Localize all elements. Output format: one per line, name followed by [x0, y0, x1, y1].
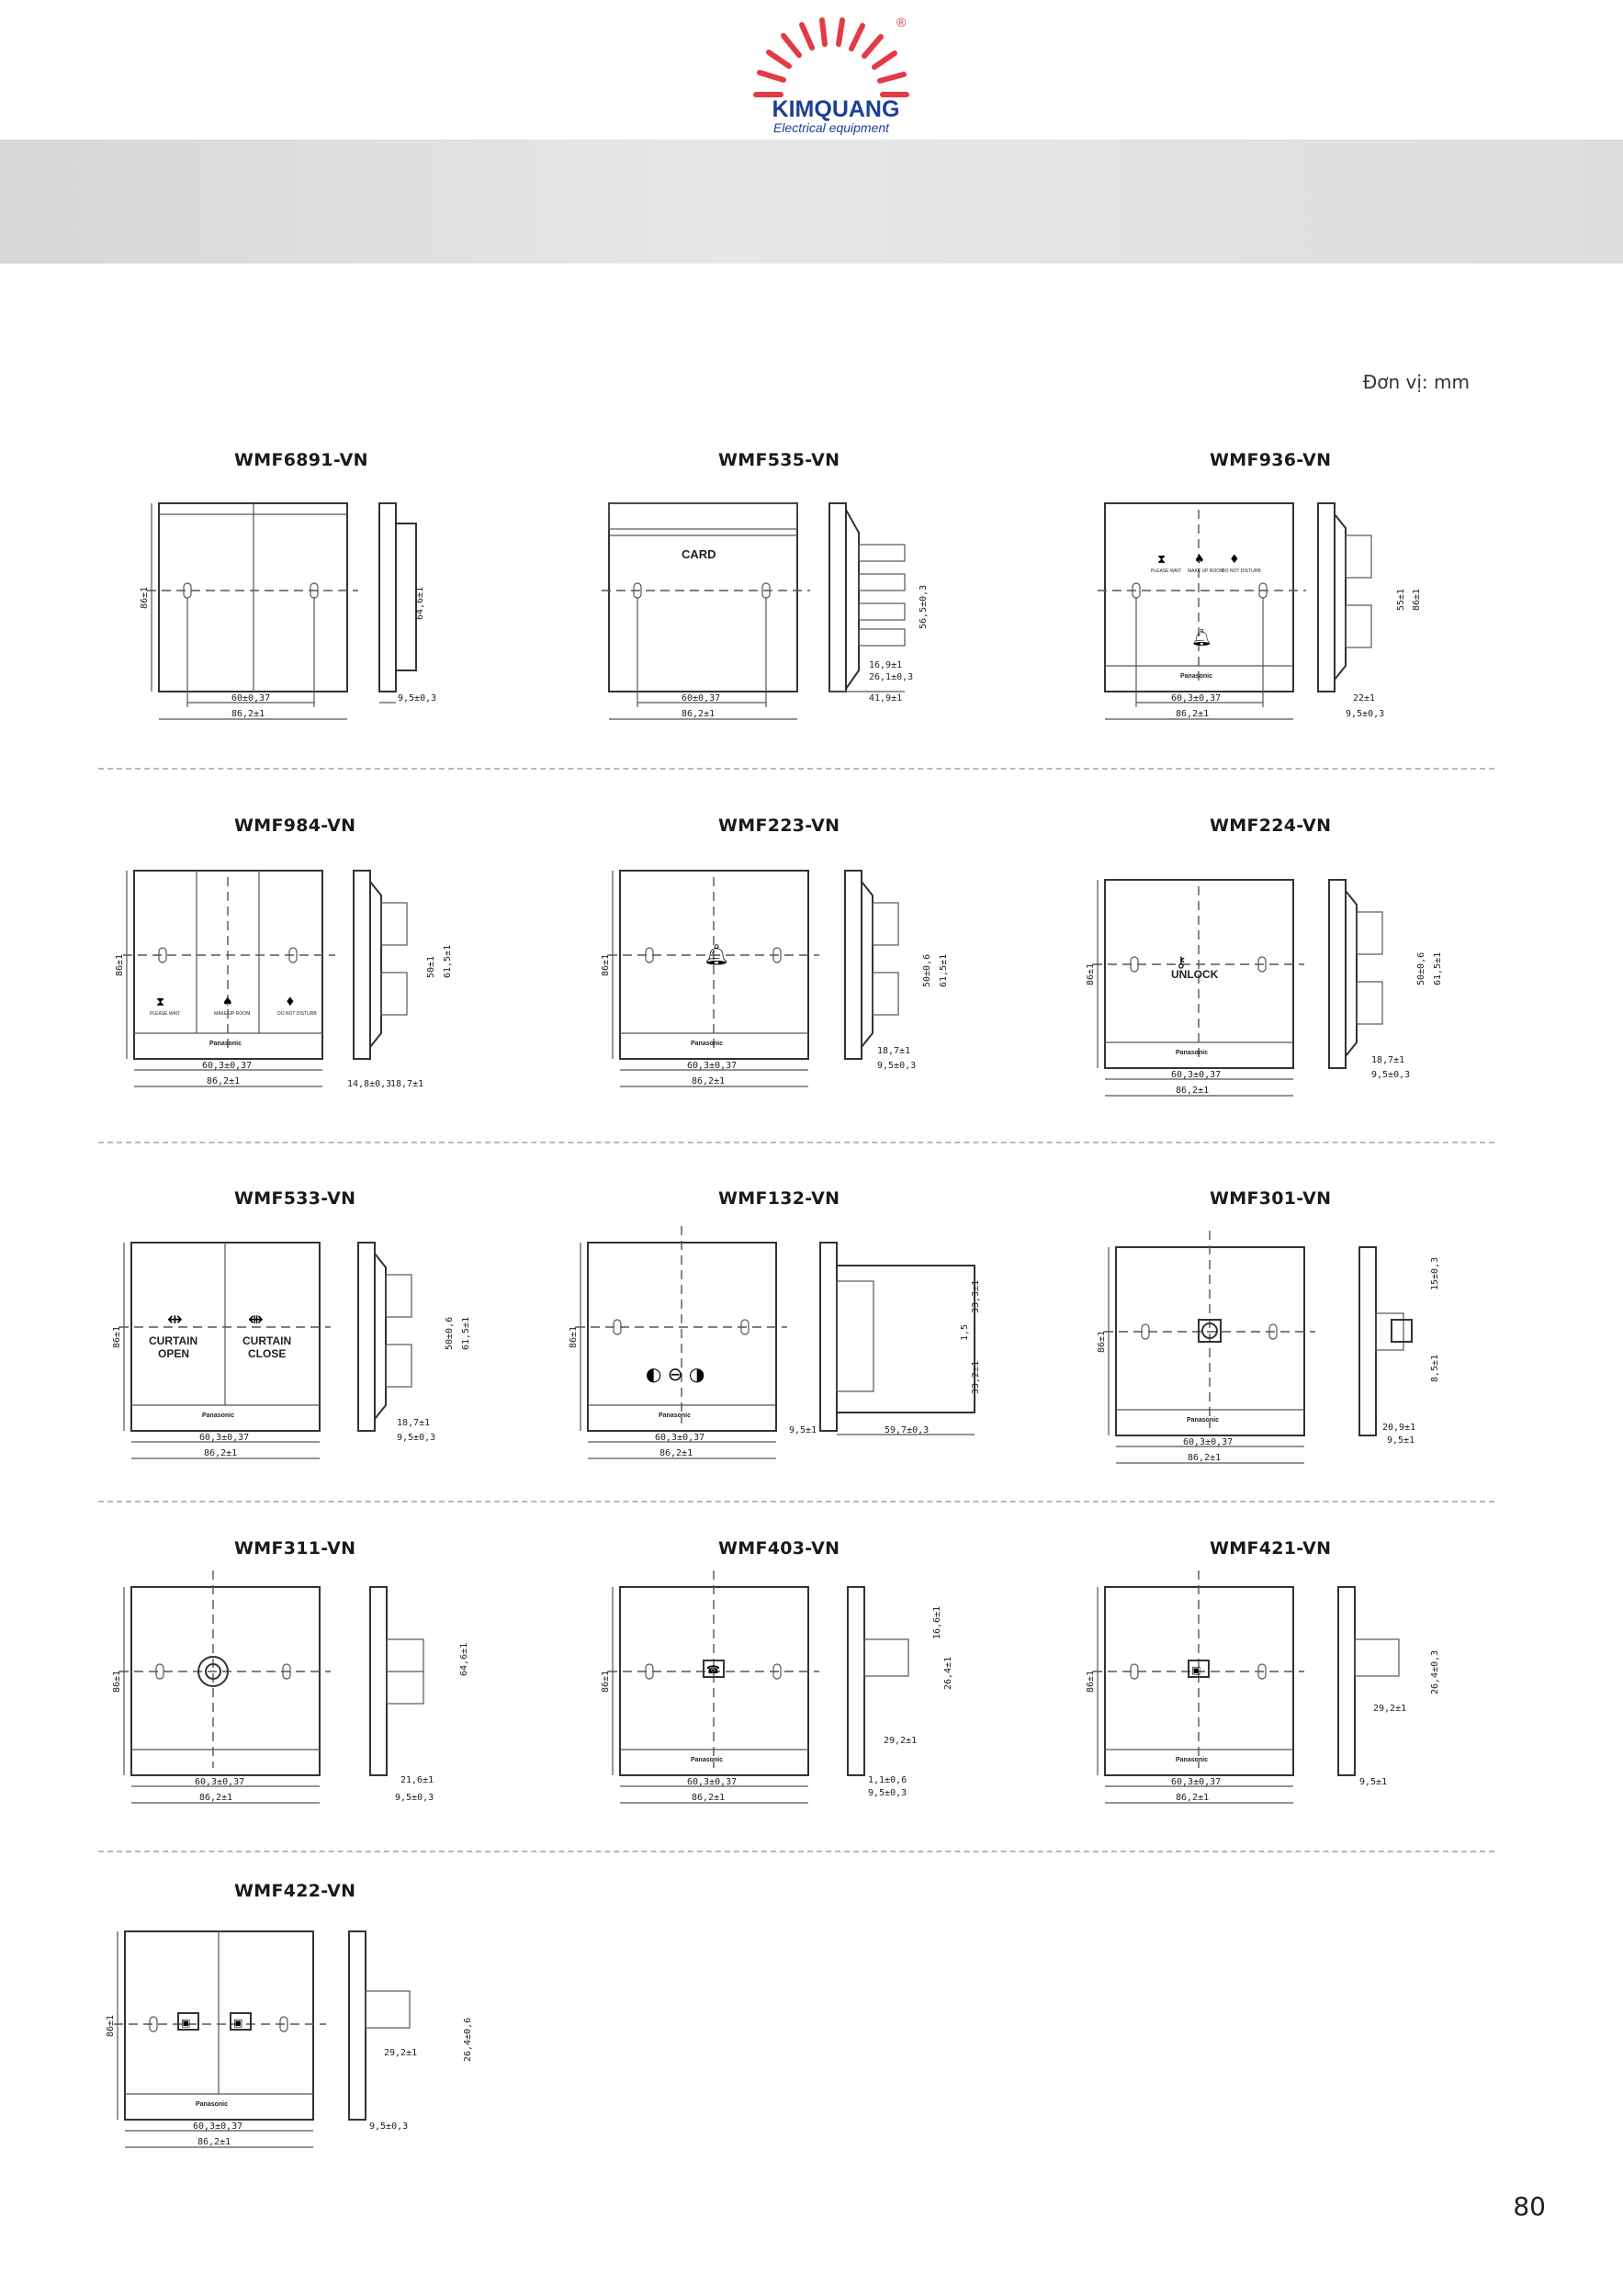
header-band	[0, 140, 1623, 264]
svg-text:86±1: 86±1	[1412, 588, 1422, 611]
technical-drawing	[588, 1575, 974, 1814]
bell-slash-icon: ♦	[1229, 553, 1240, 567]
product-title: WMF422-VN	[234, 1881, 356, 1901]
svg-text:33,3±1: 33,3±1	[971, 1279, 981, 1313]
svg-text:Panasonic: Panasonic	[1180, 673, 1213, 680]
key-icon: ⚷	[1176, 953, 1187, 971]
kimquang-logo	[735, 5, 937, 142]
svg-text:86,2±1: 86,2±1	[1188, 1453, 1222, 1463]
svg-text:86,2±1: 86,2±1	[1176, 1793, 1210, 1803]
network-port-icon: ▣	[233, 2017, 243, 2029]
svg-text:86,2±1: 86,2±1	[659, 1448, 693, 1458]
technical-drawing	[1093, 491, 1460, 730]
svg-text:86,2±1: 86,2±1	[692, 1793, 726, 1803]
technical-drawing	[588, 859, 955, 1097]
svg-text:9,5±0,3: 9,5±0,3	[877, 1061, 917, 1071]
product-title: WMF535-VN	[718, 450, 840, 470]
product-title: WMF132-VN	[718, 1188, 840, 1209]
svg-text:18,7±1: 18,7±1	[397, 1418, 431, 1428]
svg-text:CURTAIN: CURTAIN	[242, 1334, 292, 1347]
curtain-open-icon: ⇹	[167, 1308, 183, 1330]
svg-text:Panasonic: Panasonic	[1176, 1050, 1209, 1056]
svg-text:86±1: 86±1	[106, 2014, 116, 2037]
logo-tagline: Electrical equipment	[772, 120, 890, 135]
svg-text:9,5±0,3: 9,5±0,3	[397, 1433, 436, 1443]
svg-text:PLEASE WAIT: PLEASE WAIT	[1151, 568, 1182, 574]
svg-text:9,5±0,3: 9,5±0,3	[1371, 1070, 1411, 1080]
svg-text:Panasonic: Panasonic	[691, 1757, 724, 1763]
technical-drawing	[110, 1231, 478, 1469]
svg-text:60,3±0,37: 60,3±0,37	[687, 1777, 738, 1787]
svg-text:86±1: 86±1	[601, 953, 611, 976]
svg-text:86,2±1: 86,2±1	[692, 1076, 726, 1086]
broom-icon: ♠	[1194, 553, 1205, 567]
svg-text:86±1: 86±1	[569, 1325, 579, 1348]
svg-text:9,5±0,3: 9,5±0,3	[398, 693, 437, 703]
svg-text:9,5±0,3: 9,5±0,3	[1346, 709, 1385, 719]
svg-text:86±1: 86±1	[1086, 1670, 1096, 1693]
svg-text:61,5±1: 61,5±1	[461, 1316, 471, 1350]
svg-text:61,5±1: 61,5±1	[939, 953, 949, 987]
product-title: WMF223-VN	[718, 816, 840, 836]
svg-text:50±0,6: 50±0,6	[1416, 951, 1426, 985]
svg-text:16,6±1: 16,6±1	[932, 1605, 942, 1639]
svg-text:86±1: 86±1	[140, 586, 150, 609]
section-divider	[98, 1851, 1494, 1852]
svg-text:9,5±1: 9,5±1	[1387, 1435, 1415, 1446]
svg-text:26,4±0,6: 26,4±0,6	[463, 2017, 473, 2062]
svg-text:29,2±1: 29,2±1	[884, 1736, 918, 1746]
svg-text:60±0,37: 60±0,37	[682, 693, 721, 703]
svg-text:60,3±0,37: 60,3±0,37	[1183, 1437, 1234, 1447]
network-port-icon: ▣	[181, 2017, 191, 2029]
svg-text:15±0,3: 15±0,3	[1430, 1256, 1440, 1290]
technical-drawing	[110, 859, 478, 1097]
svg-text:Panasonic: Panasonic	[202, 1412, 235, 1419]
svg-text:21,6±1: 21,6±1	[400, 1775, 434, 1785]
svg-text:CURTAIN: CURTAIN	[149, 1334, 198, 1347]
svg-text:Panasonic: Panasonic	[1176, 1757, 1209, 1763]
bell-icon: 🔔︎	[1191, 628, 1212, 647]
svg-text:64,6±1: 64,6±1	[415, 586, 425, 620]
svg-text:64,6±1: 64,6±1	[459, 1642, 469, 1676]
svg-text:86,2±1: 86,2±1	[1176, 1086, 1210, 1096]
svg-text:60,3±0,37: 60,3±0,37	[655, 1433, 705, 1443]
svg-text:41,9±1: 41,9±1	[869, 693, 903, 703]
svg-text:60,3±0,37: 60,3±0,37	[1171, 1070, 1222, 1080]
svg-text:16,9±1: 16,9±1	[869, 660, 903, 670]
network-port-icon: ▣	[1191, 1664, 1201, 1676]
svg-text:55±1: 55±1	[1396, 588, 1406, 611]
svg-text:60,3±0,37: 60,3±0,37	[1171, 1777, 1222, 1787]
svg-text:50±0,6: 50±0,6	[445, 1316, 455, 1350]
svg-text:9,5±0,3: 9,5±0,3	[868, 1788, 907, 1798]
svg-text:18,7±1: 18,7±1	[877, 1046, 911, 1056]
svg-text:8,5±1: 8,5±1	[1430, 1354, 1440, 1382]
product-title: WMF421-VN	[1210, 1538, 1332, 1559]
hourglass-icon: ⧗	[156, 996, 165, 1009]
svg-text:18,7±1: 18,7±1	[1371, 1055, 1405, 1065]
technical-drawing	[119, 491, 468, 730]
svg-text:18,7±1: 18,7±1	[390, 1079, 424, 1089]
svg-text:61,5±1: 61,5±1	[443, 944, 453, 978]
svg-text:86,2±1: 86,2±1	[197, 2137, 231, 2147]
svg-text:26,4±1: 26,4±1	[943, 1656, 953, 1690]
svg-text:60,3±0,37: 60,3±0,37	[195, 1777, 245, 1787]
svg-text:60,3±0,37: 60,3±0,37	[193, 2122, 243, 2132]
broom-icon: ♠	[222, 996, 233, 1009]
svg-text:Panasonic: Panasonic	[1187, 1417, 1220, 1424]
svg-text:Panasonic: Panasonic	[196, 2101, 229, 2108]
svg-text:60±0,37: 60±0,37	[231, 693, 271, 703]
hourglass-icon: ⧗	[1157, 553, 1167, 567]
technical-drawing	[1084, 1235, 1470, 1474]
svg-text:14,8±0,3: 14,8±0,3	[347, 1079, 392, 1089]
svg-text:CLOSE: CLOSE	[248, 1347, 287, 1360]
svg-text:26,1±0,3: 26,1±0,3	[869, 672, 914, 682]
svg-text:PLEASE WAIT: PLEASE WAIT	[150, 1011, 181, 1017]
product-title: WMF224-VN	[1210, 816, 1332, 836]
svg-text:59,7±0,3: 59,7±0,3	[885, 1425, 930, 1435]
product-title: WMF533-VN	[234, 1188, 356, 1209]
svg-text:50±0,6: 50±0,6	[922, 953, 932, 987]
svg-text:9,5±0,3: 9,5±0,3	[369, 2122, 409, 2132]
svg-text:61,5±1: 61,5±1	[1433, 951, 1443, 985]
svg-text:Panasonic: Panasonic	[209, 1041, 242, 1047]
svg-text:86±1: 86±1	[1086, 962, 1096, 985]
product-title: WMF984-VN	[234, 816, 356, 836]
svg-text:86,2±1: 86,2±1	[231, 709, 265, 719]
technical-drawing	[597, 491, 946, 730]
unit-note: Đơn vị: mm	[1362, 371, 1470, 393]
svg-text:86±1: 86±1	[1097, 1330, 1107, 1353]
svg-text:60,3±0,37: 60,3±0,37	[199, 1433, 250, 1443]
product-title: WMF311-VN	[234, 1538, 356, 1559]
svg-text:CARD: CARD	[682, 547, 716, 561]
page-number: 80	[1513, 2191, 1546, 2222]
svg-text:86,2±1: 86,2±1	[682, 709, 716, 719]
svg-text:86±1: 86±1	[601, 1670, 611, 1693]
svg-text:86,2±1: 86,2±1	[204, 1448, 238, 1458]
svg-text:MAKE UP ROOM: MAKE UP ROOM	[214, 1011, 251, 1017]
svg-text:DO NOT DISTURB: DO NOT DISTURB	[277, 1011, 317, 1017]
section-divider	[98, 1142, 1494, 1143]
bell-icon: 🔔︎	[704, 944, 729, 967]
svg-text:UNLOCK: UNLOCK	[1171, 968, 1219, 981]
svg-text:50±1: 50±1	[426, 955, 436, 978]
section-divider	[98, 768, 1494, 770]
svg-text:86,2±1: 86,2±1	[199, 1793, 233, 1803]
product-title: WMF936-VN	[1210, 450, 1332, 470]
svg-text:Panasonic: Panasonic	[659, 1412, 692, 1419]
sunburst-icon	[756, 20, 907, 95]
technical-drawing	[110, 1575, 496, 1814]
curtain-close-icon: ⇼	[248, 1308, 264, 1330]
svg-text:86±1: 86±1	[112, 1325, 122, 1348]
svg-text:33,2±1: 33,2±1	[971, 1360, 981, 1394]
technical-drawing	[1079, 1575, 1465, 1814]
svg-text:MAKE UP ROOM: MAKE UP ROOM	[1188, 568, 1224, 574]
phone-icon: ☎	[706, 1663, 720, 1676]
svg-text:60,3±0,37: 60,3±0,37	[202, 1061, 253, 1071]
technical-drawing	[1079, 868, 1465, 1107]
svg-text:9,5±1: 9,5±1	[789, 1425, 817, 1435]
svg-text:86,2±1: 86,2±1	[1176, 709, 1210, 719]
svg-text:86,2±1: 86,2±1	[207, 1076, 241, 1086]
bell-slash-icon: ♦	[285, 996, 296, 1009]
product-title: WMF6891-VN	[234, 450, 368, 470]
technical-drawing	[101, 1919, 487, 2158]
svg-text:26,4±0,3: 26,4±0,3	[1430, 1649, 1440, 1694]
svg-text:86±1: 86±1	[112, 1670, 122, 1693]
svg-text:29,2±1: 29,2±1	[1373, 1704, 1407, 1714]
svg-text:60,3±0,37: 60,3±0,37	[687, 1061, 738, 1071]
svg-text:86±1: 86±1	[115, 953, 125, 976]
svg-text:9,5±1: 9,5±1	[1359, 1777, 1388, 1787]
svg-text:DO NOT DISTURB: DO NOT DISTURB	[1222, 568, 1261, 574]
svg-text:60,3±0,37: 60,3±0,37	[1171, 693, 1222, 703]
product-title: WMF301-VN	[1210, 1188, 1332, 1209]
svg-text:56,5±0,3: 56,5±0,3	[919, 584, 929, 629]
svg-text:29,2±1: 29,2±1	[384, 2048, 418, 2058]
svg-text:1,5: 1,5	[960, 1323, 970, 1341]
svg-text:22±1: 22±1	[1353, 693, 1376, 703]
logo-wordmark: KIMQUANG	[772, 96, 900, 122]
section-divider	[98, 1501, 1494, 1503]
svg-text:Panasonic: Panasonic	[691, 1041, 724, 1047]
svg-text:20,9±1: 20,9±1	[1382, 1423, 1416, 1433]
svg-text:1,1±0,6: 1,1±0,6	[868, 1775, 907, 1785]
product-title: WMF403-VN	[718, 1538, 840, 1559]
registered-mark: ®	[896, 15, 907, 29]
outlet-icon: ◐ ⊖ ◑	[646, 1363, 705, 1385]
technical-drawing	[565, 1231, 1006, 1469]
svg-text:OPEN: OPEN	[158, 1347, 190, 1360]
svg-text:9,5±0,3: 9,5±0,3	[395, 1793, 434, 1803]
